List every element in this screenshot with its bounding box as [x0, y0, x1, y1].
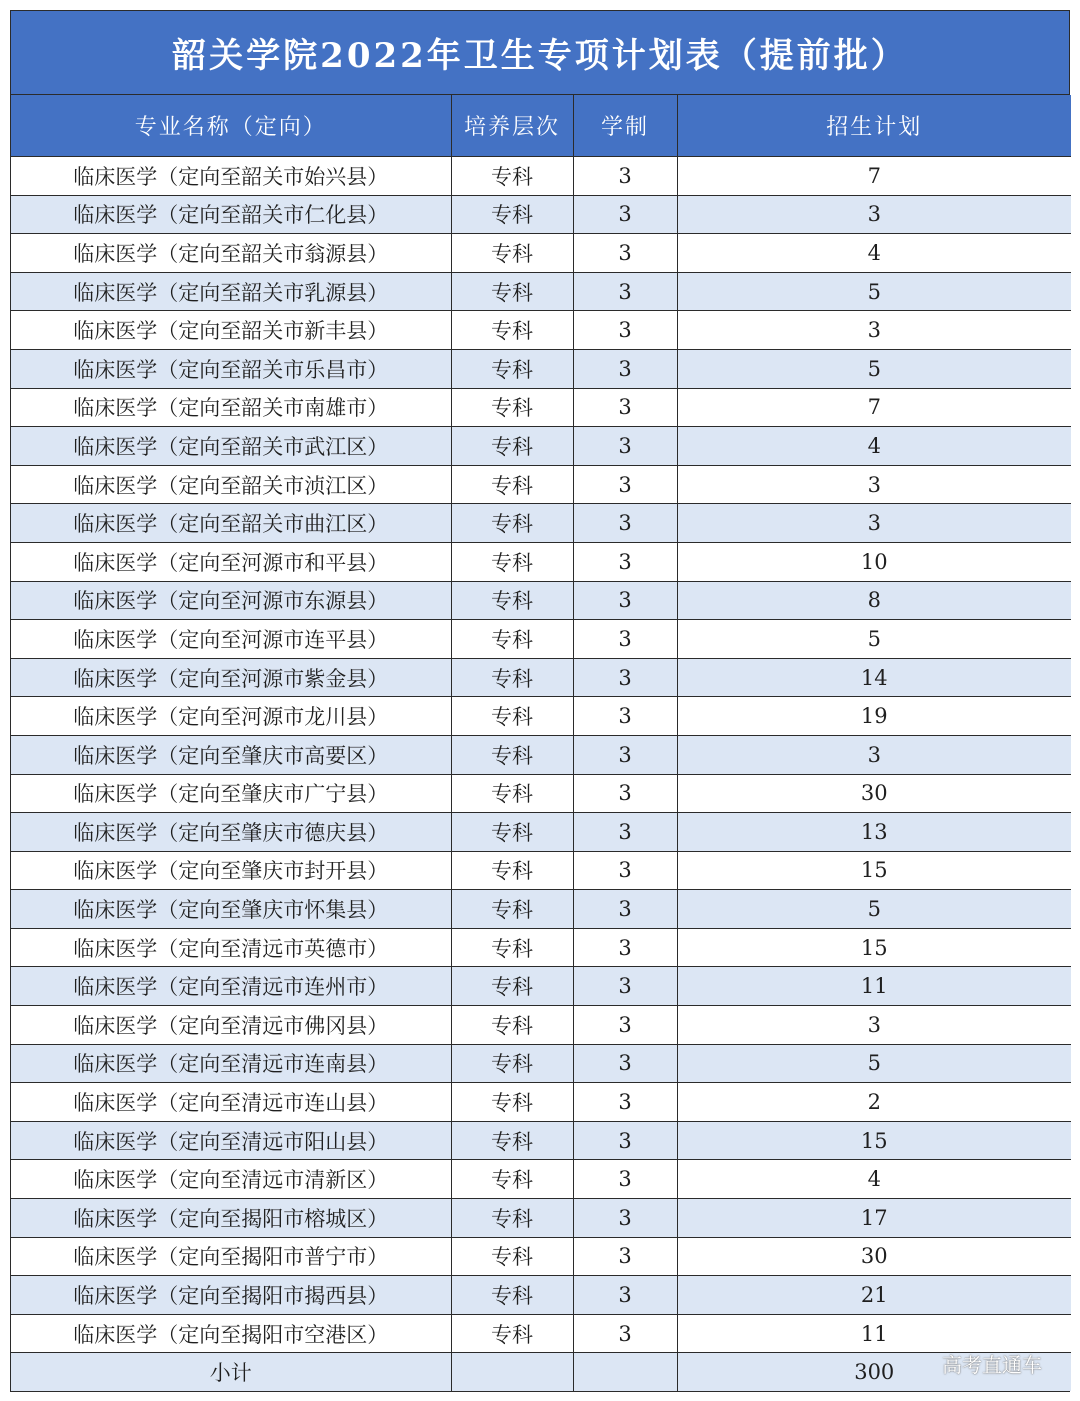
plan-cell: 17 [677, 1199, 1071, 1238]
level-cell: 专科 [451, 774, 573, 813]
table-row [11, 1314, 1071, 1353]
table-row [11, 542, 1071, 581]
years-cell: 3 [573, 1314, 677, 1353]
column-header-plan: 招生计划 [677, 95, 1071, 157]
level-cell: 专科 [451, 311, 573, 350]
plan-cell: 15 [677, 851, 1071, 890]
plan-cell: 3 [677, 311, 1071, 350]
table-row [11, 1237, 1071, 1276]
years-cell: 3 [573, 542, 677, 581]
table-row [11, 928, 1071, 967]
plan-cell: 3 [677, 735, 1071, 774]
major-cell: 临床医学（定向至肇庆市德庆县） [11, 813, 451, 852]
level-cell: 专科 [451, 851, 573, 890]
table-row [11, 890, 1071, 929]
table-row [11, 658, 1071, 697]
level-cell: 专科 [451, 813, 573, 852]
plan-cell: 10 [677, 542, 1071, 581]
subtotal-label: 小计 [11, 1353, 451, 1391]
years-cell: 3 [573, 195, 677, 234]
major-cell: 临床医学（定向至河源市龙川县） [11, 697, 451, 736]
years-cell: 3 [573, 504, 677, 543]
table-row [11, 272, 1071, 311]
level-cell: 专科 [451, 581, 573, 620]
years-cell: 3 [573, 1237, 677, 1276]
plan-cell: 30 [677, 1237, 1071, 1276]
years-cell: 3 [573, 1044, 677, 1083]
plan-cell: 4 [677, 234, 1071, 273]
table-row [11, 195, 1071, 234]
level-cell: 专科 [451, 195, 573, 234]
level-cell: 专科 [451, 349, 573, 388]
level-cell: 专科 [451, 697, 573, 736]
table-row [11, 697, 1071, 736]
major-cell: 临床医学（定向至韶关市新丰县） [11, 311, 451, 350]
years-cell: 3 [573, 581, 677, 620]
plan-cell: 14 [677, 658, 1071, 697]
major-cell: 临床医学（定向至肇庆市怀集县） [11, 890, 451, 929]
watermark: 高考直通车 [942, 1353, 1042, 1377]
table-row [11, 813, 1071, 852]
table-row [11, 774, 1071, 813]
table-body [11, 157, 1071, 1392]
major-cell: 临床医学（定向至韶关市乐昌市） [11, 349, 451, 388]
major-cell: 临床医学（定向至揭阳市空港区） [11, 1314, 451, 1353]
level-cell: 专科 [451, 272, 573, 311]
major-cell: 临床医学（定向至清远市连州市） [11, 967, 451, 1006]
years-cell: 3 [573, 1121, 677, 1160]
major-cell: 临床医学（定向至河源市紫金县） [11, 658, 451, 697]
plan-cell: 3 [677, 465, 1071, 504]
years-cell: 3 [573, 774, 677, 813]
plan-cell: 5 [677, 349, 1071, 388]
plan-cell: 13 [677, 813, 1071, 852]
table-row [11, 1199, 1071, 1238]
plan-cell: 4 [677, 427, 1071, 466]
plan-cell: 21 [677, 1276, 1071, 1315]
level-cell: 专科 [451, 620, 573, 659]
years-cell: 3 [573, 234, 677, 273]
level-cell: 专科 [451, 388, 573, 427]
years-cell: 3 [573, 157, 677, 196]
subtotal-level-cell [451, 1353, 573, 1391]
level-cell: 专科 [451, 1276, 573, 1315]
major-cell: 临床医学（定向至河源市连平县） [11, 620, 451, 659]
years-cell: 3 [573, 1276, 677, 1315]
years-cell: 3 [573, 735, 677, 774]
level-cell: 专科 [451, 1083, 573, 1122]
plan-cell: 5 [677, 272, 1071, 311]
major-cell: 临床医学（定向至肇庆市高要区） [11, 735, 451, 774]
major-cell: 临床医学（定向至清远市佛冈县） [11, 1006, 451, 1045]
table-row [11, 1276, 1071, 1315]
years-cell: 3 [573, 465, 677, 504]
major-cell: 临床医学（定向至韶关市乳源县） [11, 272, 451, 311]
years-cell: 3 [573, 890, 677, 929]
major-cell: 临床医学（定向至清远市阳山县） [11, 1121, 451, 1160]
table-row [11, 234, 1071, 273]
level-cell: 专科 [451, 1314, 573, 1353]
major-cell: 临床医学（定向至韶关市翁源县） [11, 234, 451, 273]
table-row [11, 735, 1071, 774]
major-cell: 临床医学（定向至清远市英德市） [11, 928, 451, 967]
level-cell: 专科 [451, 1237, 573, 1276]
years-cell: 3 [573, 272, 677, 311]
plan-cell: 5 [677, 620, 1071, 659]
level-cell: 专科 [451, 504, 573, 543]
column-header-level: 培养层次 [451, 95, 573, 157]
plan-cell: 7 [677, 388, 1071, 427]
major-cell: 临床医学（定向至韶关市曲江区） [11, 504, 451, 543]
years-cell: 3 [573, 1199, 677, 1238]
major-cell: 临床医学（定向至肇庆市广宁县） [11, 774, 451, 813]
level-cell: 专科 [451, 928, 573, 967]
major-cell: 临床医学（定向至河源市和平县） [11, 542, 451, 581]
major-cell: 临床医学（定向至清远市清新区） [11, 1160, 451, 1199]
table-row [11, 1044, 1071, 1083]
plan-cell: 7 [677, 157, 1071, 196]
table-row [11, 967, 1071, 1006]
table-row [11, 504, 1071, 543]
years-cell: 3 [573, 427, 677, 466]
years-cell: 3 [573, 967, 677, 1006]
major-cell: 临床医学（定向至揭阳市普宁市） [11, 1237, 451, 1276]
major-cell: 临床医学（定向至揭阳市揭西县） [11, 1276, 451, 1315]
table-row [11, 851, 1071, 890]
major-cell: 临床医学（定向至河源市东源县） [11, 581, 451, 620]
major-cell: 临床医学（定向至揭阳市榕城区） [11, 1199, 451, 1238]
subtotal-plan: 300 [677, 1353, 1071, 1391]
level-cell: 专科 [451, 1121, 573, 1160]
level-cell: 专科 [451, 1199, 573, 1238]
years-cell: 3 [573, 658, 677, 697]
level-cell: 专科 [451, 967, 573, 1006]
years-cell: 3 [573, 1006, 677, 1045]
column-header-years: 学制 [573, 95, 677, 157]
level-cell: 专科 [451, 890, 573, 929]
plan-table-frame [10, 10, 1070, 1392]
plan-cell: 11 [677, 1314, 1071, 1353]
years-cell: 3 [573, 1160, 677, 1199]
level-cell: 专科 [451, 465, 573, 504]
level-cell: 专科 [451, 1160, 573, 1199]
subtotal-row [11, 1353, 1071, 1391]
major-cell: 临床医学（定向至韶关市仁化县） [11, 195, 451, 234]
years-cell: 3 [573, 851, 677, 890]
plan-cell: 11 [677, 967, 1071, 1006]
plan-cell: 2 [677, 1083, 1071, 1122]
column-header-major: 专业名称（定向） [11, 95, 451, 157]
major-cell: 临床医学（定向至清远市连山县） [11, 1083, 451, 1122]
years-cell: 3 [573, 813, 677, 852]
table-header-row [11, 95, 1071, 157]
level-cell: 专科 [451, 1044, 573, 1083]
plan-cell: 19 [677, 697, 1071, 736]
table-row [11, 427, 1071, 466]
major-cell: 临床医学（定向至韶关市浈江区） [11, 465, 451, 504]
table-row [11, 388, 1071, 427]
years-cell: 3 [573, 311, 677, 350]
level-cell: 专科 [451, 658, 573, 697]
major-cell: 临床医学（定向至韶关市始兴县） [11, 157, 451, 196]
major-cell: 临床医学（定向至韶关市南雄市） [11, 388, 451, 427]
table-row [11, 1160, 1071, 1199]
table-row [11, 465, 1071, 504]
years-cell: 3 [573, 620, 677, 659]
plan-cell: 4 [677, 1160, 1071, 1199]
years-cell: 3 [573, 349, 677, 388]
major-cell: 临床医学（定向至清远市连南县） [11, 1044, 451, 1083]
plan-cell: 3 [677, 504, 1071, 543]
plan-cell: 30 [677, 774, 1071, 813]
years-cell: 3 [573, 928, 677, 967]
table-row [11, 349, 1071, 388]
level-cell: 专科 [451, 234, 573, 273]
table-row [11, 157, 1071, 196]
level-cell: 专科 [451, 542, 573, 581]
table-row [11, 1121, 1071, 1160]
table-row [11, 1006, 1071, 1045]
years-cell: 3 [573, 388, 677, 427]
table-row [11, 581, 1071, 620]
plan-cell: 5 [677, 1044, 1071, 1083]
plan-cell: 3 [677, 1006, 1071, 1045]
major-cell: 临床医学（定向至肇庆市封开县） [11, 851, 451, 890]
plan-cell: 8 [677, 581, 1071, 620]
years-cell: 3 [573, 697, 677, 736]
level-cell: 专科 [451, 427, 573, 466]
subtotal-years-cell [573, 1353, 677, 1391]
table-row [11, 311, 1071, 350]
plan-cell: 5 [677, 890, 1071, 929]
plan-cell: 3 [677, 195, 1071, 234]
level-cell: 专科 [451, 1006, 573, 1045]
years-cell: 3 [573, 1083, 677, 1122]
plan-cell: 15 [677, 928, 1071, 967]
level-cell: 专科 [451, 157, 573, 196]
level-cell: 专科 [451, 735, 573, 774]
page-title: 韶关学院2022年卫生专项计划表（提前批） [11, 11, 1069, 95]
major-cell: 临床医学（定向至韶关市武江区） [11, 427, 451, 466]
enrollment-table [11, 95, 1071, 1391]
table-row [11, 1083, 1071, 1122]
table-row [11, 620, 1071, 659]
plan-cell: 15 [677, 1121, 1071, 1160]
